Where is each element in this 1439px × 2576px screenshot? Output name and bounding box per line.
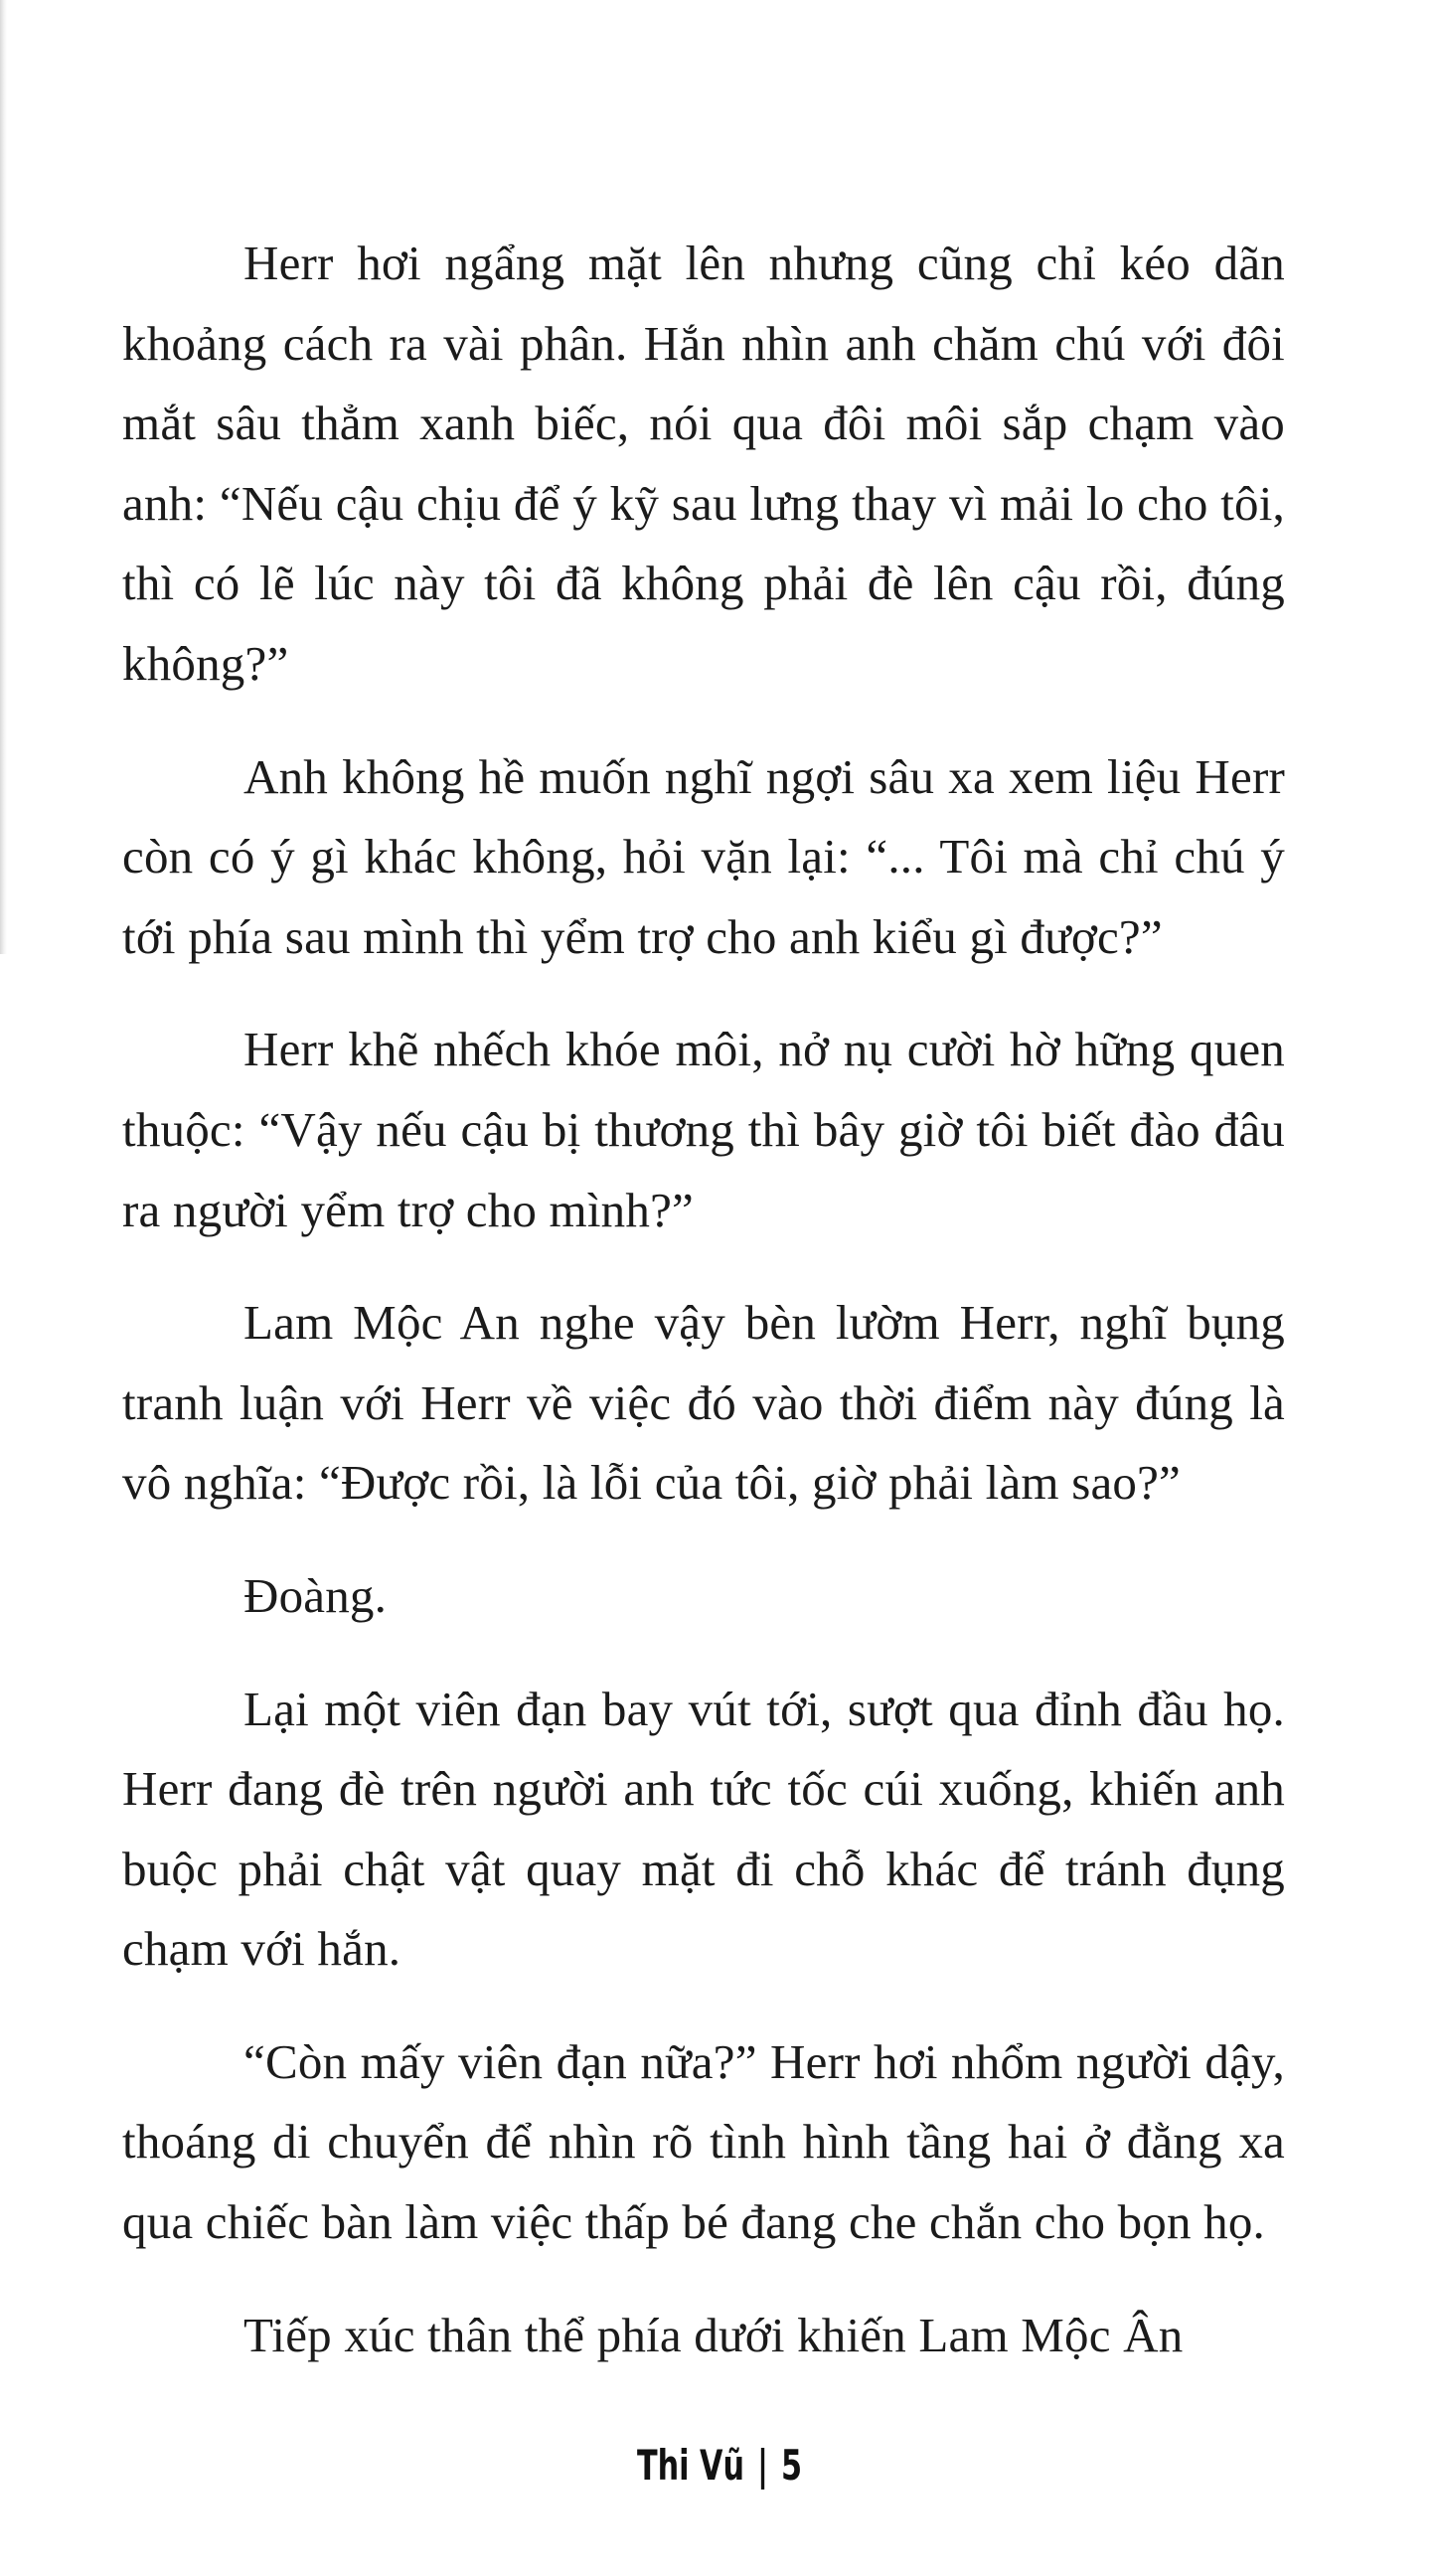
paragraph: Lam Mộc An nghe vậy bèn lườm Herr, nghĩ bụng tranh luận với Herr về việc đó vào thời điểm này đúng là vô nghĩa: “Được rồi, là lỗi của tôi, giờ phải làm sao?” (122, 1295, 1285, 1511)
page-footer (202, 2438, 1238, 2494)
paragraph: “Còn mấy viên đạn nữa?” Herr hơi nhổm người dậy, thoáng di chuyển để nhìn rõ tình hình tầng hai ở đằng xa qua chiếc bàn làm việc thấp bé đang che chắn cho bọn họ. (122, 2033, 1285, 2250)
footer-separator: | (756, 2441, 768, 2490)
paragraph: Anh không hề muốn nghĩ ngợi sâu xa xem liệu Herr còn có ý gì khác không, hỏi vặn lại: “... Tôi mà chỉ chú ý tới phía sau mình thì yểm trợ cho anh kiểu gì được?” (122, 748, 1285, 964)
page-binding-shadow (0, 0, 7, 954)
paragraph: Herr khẽ nhếch khóe môi, nở nụ cười hờ hững quen thuộc: “Vậy nếu cậu bị thương thì bây giờ tôi biết đào đâu ra người yểm trợ cho mình?” (122, 1022, 1285, 1237)
footer-author: Thi Vũ (636, 2441, 744, 2490)
paragraph: Lại một viên đạn bay vút tới, sượt qua đỉnh đầu họ. Herr đang đè trên người anh tức tốc cúi xuống, khiến anh buộc phải chật vật quay mặt đi chỗ khác để tránh đụng chạm với hắn. (122, 1681, 1285, 1977)
paragraph: Đoàng. (243, 1567, 388, 1623)
paragraph: Tiếp xúc thân thể phía dưới khiến Lam Mộc Ân (243, 2307, 1184, 2362)
body-text (122, 224, 1285, 2408)
page-number: 5 (780, 2441, 803, 2490)
paragraph: Herr hơi ngẩng mặt lên nhưng cũng chỉ kéo dãn khoảng cách ra vài phân. Hắn nhìn anh chăm chú với đôi mắt sâu thẳm xanh biếc, nói qua đôi môi sắp chạm vào anh: “Nếu cậu chịu để ý kỹ sau lưng thay vì mải lo cho tôi, thì có lẽ lúc này tôi đã không phải đè lên cậu rồi, đúng không?” (122, 236, 1285, 691)
